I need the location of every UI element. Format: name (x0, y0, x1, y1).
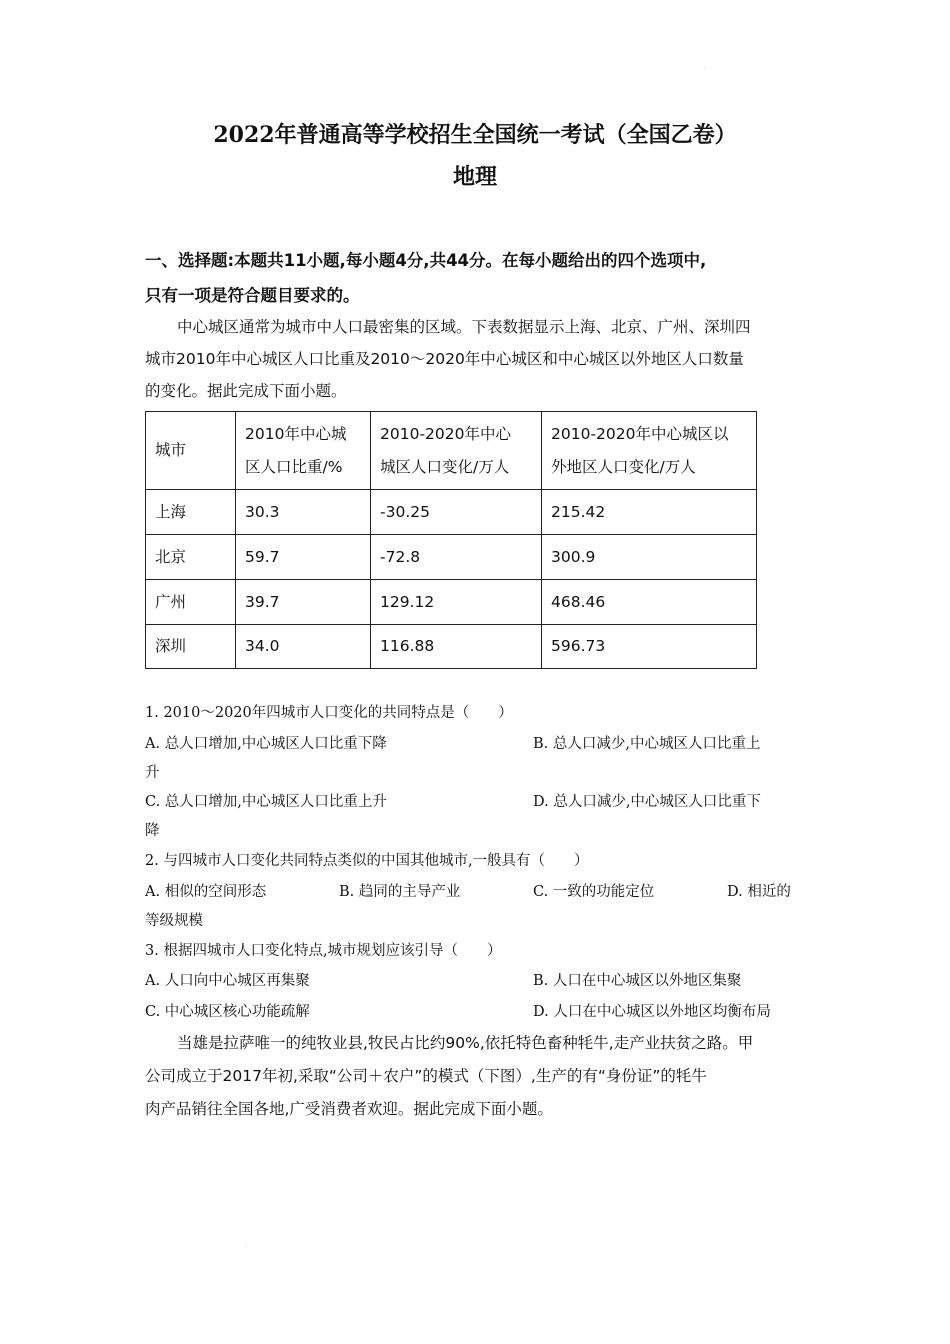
table-cell: -30.25 (371, 490, 542, 535)
table-header-cell: 城市 (146, 412, 236, 490)
page-dot-bottom: · (245, 1244, 247, 1251)
table-cell: 59.7 (236, 535, 371, 580)
section-heading-line2: 只有一项是符合题目要求的。 (145, 286, 360, 305)
table-header-row (146, 412, 757, 490)
q1-stem: 1. 2010～2020年四城市人口变化的共同特点是（ ） (145, 705, 513, 721)
exam-title: 2022年普通高等学校招生全国统一考试（全国乙卷） (213, 122, 737, 148)
q2-option-d[interactable]: D. 相近的 (727, 884, 791, 900)
table-row (146, 535, 757, 580)
intro2-line2: 公司成立于2017年初,采取“公司＋农户”的模式（下图）,生产的有“身份证”的牦牛 (145, 1067, 707, 1085)
q3-option-b[interactable]: B. 人口在中心城区以外地区集聚 (533, 973, 742, 989)
q2-option-c[interactable]: C. 一致的功能定位 (533, 884, 655, 900)
table-header-cell: 2010-2020年中心 城区人口变化/万人 (371, 412, 542, 490)
intro2-line3: 肉产品销往全国各地,广受消费者欢迎。据此完成下面小题。 (145, 1100, 553, 1118)
q3-option-d[interactable]: D. 人口在中心城区以外地区均衡布局 (533, 1004, 771, 1020)
table-cell: 596.73 (542, 625, 757, 669)
table-cell: 深圳 (146, 625, 236, 669)
population-table (145, 411, 757, 669)
intro1-line2: 城市2010年中心城区人口比重及2010～2020年中心城区和中心城区以外地区人口数量 (145, 350, 744, 368)
table-header-cell: 2010年中心城 区人口比重/% (236, 412, 371, 490)
table-cell: -72.8 (371, 535, 542, 580)
q3-stem: 3. 根据四城市人口变化特点,城市规划应该引导（ ） (145, 943, 502, 959)
q1-option-c[interactable]: C. 总人口增加,中心城区人口比重上升 (145, 794, 387, 810)
q1-option-d[interactable]: D. 总人口减少,中心城区人口比重下 (533, 794, 761, 810)
subject-title: 地理 (452, 164, 497, 190)
table-row (146, 490, 757, 535)
q2-option-b[interactable]: B. 趋同的主导产业 (339, 884, 461, 900)
intro2-line1: 当雄是拉萨唯一的纯牧业县,牧民占比约90%,依托特色畜种牦牛,走产业扶贫之路。甲 (177, 1034, 754, 1052)
table-cell: 34.0 (236, 625, 371, 669)
q1-option-d-wrap: 降 (145, 823, 160, 839)
intro1-line3: 的变化。据此完成下面小题。 (145, 382, 347, 400)
q1-option-a[interactable]: A. 总人口增加,中心城区人口比重下降 (145, 736, 387, 752)
q3-option-a[interactable]: A. 人口向中心城区再集聚 (145, 973, 310, 989)
table-cell: 129.12 (371, 580, 542, 625)
intro1-line1: 中心城区通常为城市中人口最密集的区域。下表数据显示上海、北京、广州、深圳四 (177, 318, 751, 336)
q2-option-d-wrap: 等级规模 (145, 913, 203, 929)
section-heading-line1: 一、选择题:本题共11小题,每小题4分,共44分。在每小题给出的四个选项中, (145, 251, 707, 270)
q2-stem: 2. 与四城市人口变化共同特点类似的中国其他城市,一般具有（ ） (145, 853, 589, 869)
table-cell: 30.3 (236, 490, 371, 535)
table-row (146, 580, 757, 625)
table-cell: 北京 (146, 535, 236, 580)
table-cell: 300.9 (542, 535, 757, 580)
q1-option-b-wrap: 升 (145, 765, 160, 781)
table-row (146, 625, 757, 669)
table-cell: 广州 (146, 580, 236, 625)
page-dot-top: · (704, 66, 706, 73)
q2-option-a[interactable]: A. 相似的空间形态 (145, 884, 267, 900)
table-cell: 上海 (146, 490, 236, 535)
table-cell: 215.42 (542, 490, 757, 535)
table-header-cell: 2010-2020年中心城区以 外地区人口变化/万人 (542, 412, 757, 490)
q1-option-b[interactable]: B. 总人口减少,中心城区人口比重上 (533, 736, 761, 752)
q3-option-c[interactable]: C. 中心城区核心功能疏解 (145, 1004, 310, 1020)
table-cell: 468.46 (542, 580, 757, 625)
table-cell: 39.7 (236, 580, 371, 625)
table-cell: 116.88 (371, 625, 542, 669)
